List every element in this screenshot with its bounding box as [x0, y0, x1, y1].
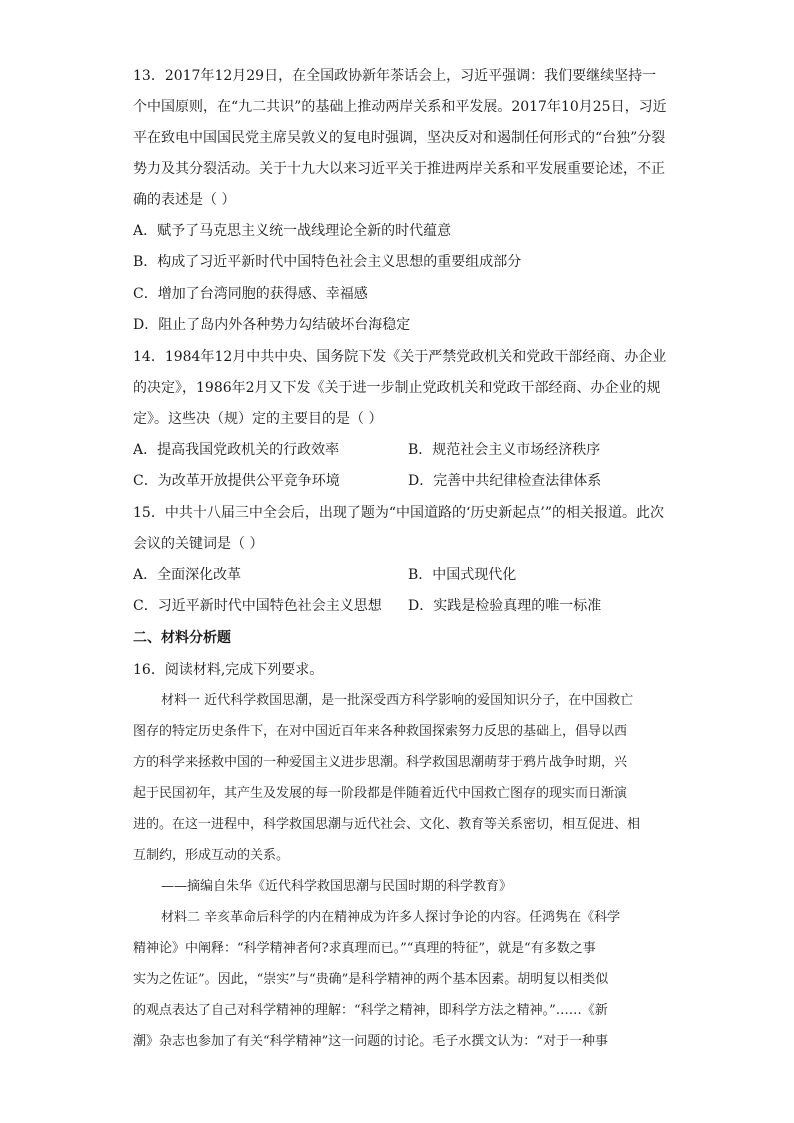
question-13-option-d: D．阻止了岛内外各种势力勾结破坏台海稳定	[133, 317, 411, 333]
question-14-option-d: D．完善中共纪律检查法律体系	[408, 473, 602, 489]
material-2-line: 精神论》中阐释：“科学精神者何?求真理而已。”“真理的特征”，就是“有多数之事	[133, 941, 596, 956]
question-13-stem-line: 势力及其分裂活动。关于十九大以来习近平关于推进两岸关系和平发展重要论述，不正	[133, 161, 665, 177]
material-1-line: 材料一 近代科学救国思潮，是一批深受西方科学影响的爱国知识分子，在中国救亡	[161, 693, 634, 708]
material-2-line: 实为之佐证”。因此，“崇实”与“贵确”是科学精神的两个基本因素。胡明复以相类似	[133, 972, 609, 987]
material-2-line: 材料二 辛亥革命后科学的内在精神成为许多人探讨争论的内容。任鸿隽在《科学	[161, 910, 621, 925]
question-13-stem-line: 平在致电中国国民党主席吴敦义的复电时强调，坚决反对和遏制任何形式的“台独”分裂	[133, 130, 666, 146]
material-1-line: 互制约，形成互动的关系。	[133, 848, 290, 863]
section-heading: 二、材料分析题	[133, 630, 231, 646]
question-13-option-c: C．增加了台湾同胞的获得感、幸福感	[133, 286, 368, 302]
question-16-stem: 16．阅读材料,完成下列要求。	[133, 662, 324, 678]
question-13-stem-line: 个中国原则，在“九二共识”的基础上推动两岸关系和平发展。2017年10月25日，习近	[133, 99, 667, 115]
question-13-stem-line: 13．2017年12月29日，在全国政协新年茶话会上，习近平强调：我们要继续坚持一	[133, 68, 657, 84]
question-15-option-b: B．中国式现代化	[408, 567, 517, 583]
question-14-stem-line: 定》。这些决（规）定的主要目的是（ ）	[133, 411, 383, 427]
question-14-option-b: B．规范社会主义市场经济秩序	[408, 442, 601, 458]
question-14-stem-line: 14．1984年12月中共中央、国务院下发《关于严禁党政机关和党政干部经商、办企业	[133, 349, 667, 365]
question-14-option-c: C．为改革开放提供公平竞争环境	[133, 473, 340, 489]
material-1-line: 方的科学来拯救中国的一种爱国主义进步思潮。科学救国思潮萌芽于鸦片战争时期，兴	[133, 755, 628, 770]
question-15-stem-line: 会议的关键词是（ ）	[133, 536, 264, 552]
question-13-option-b: B．构成了习近平新时代中国特色社会主义思想的重要组成部分	[133, 254, 522, 270]
question-13-stem-line: 确的表述是（ ）	[133, 192, 236, 208]
question-15-option-a: A．全面深化改革	[133, 567, 242, 583]
material-1-source: ——摘编自朱华《近代科学救国思潮与民国时期的科学教育》	[161, 879, 513, 894]
question-15-stem-line: 15．中共十八届三中全会后，出现了题为“中国道路的‘历史新起点’”的相关报道。此次	[133, 505, 665, 521]
question-15-option-c: C．习近平新时代中国特色社会主义思想	[133, 598, 382, 614]
question-13-option-a: A．赋予了马克思主义统一战线理论全新的时代蕴意	[133, 223, 452, 239]
question-14-stem-line: 的决定》，1986年2月又下发《关于进一步制止党政机关和党政干部经商、办企业的规	[133, 380, 661, 396]
material-1-line: 进的。在这一进程中，科学救国思潮与近代社会、文化、教育等关系密切，相互促进、相	[133, 817, 641, 832]
material-2-line: 潮》杂志也参加了有关“科学精神”这一问题的讨论。毛子水撰文认为：“对于一种事	[133, 1034, 608, 1049]
material-1-line: 起于民国初年，其产生及发展的每一阶段都是伴随着近代中国救亡图存的现实而日渐演	[133, 786, 628, 801]
question-14-option-a: A．提高我国党政机关的行政效率	[133, 442, 340, 458]
material-1-line: 图存的特定历史条件下，在对中国近百年来各种救国探索努力反思的基础上，倡导以西	[133, 724, 628, 739]
material-2-line: 的观点表达了自己对科学精神的理解：“科学之精神，即科学方法之精神。”……《新	[133, 1003, 608, 1018]
question-15-option-d: D．实践是检验真理的唯一标准	[408, 598, 602, 614]
